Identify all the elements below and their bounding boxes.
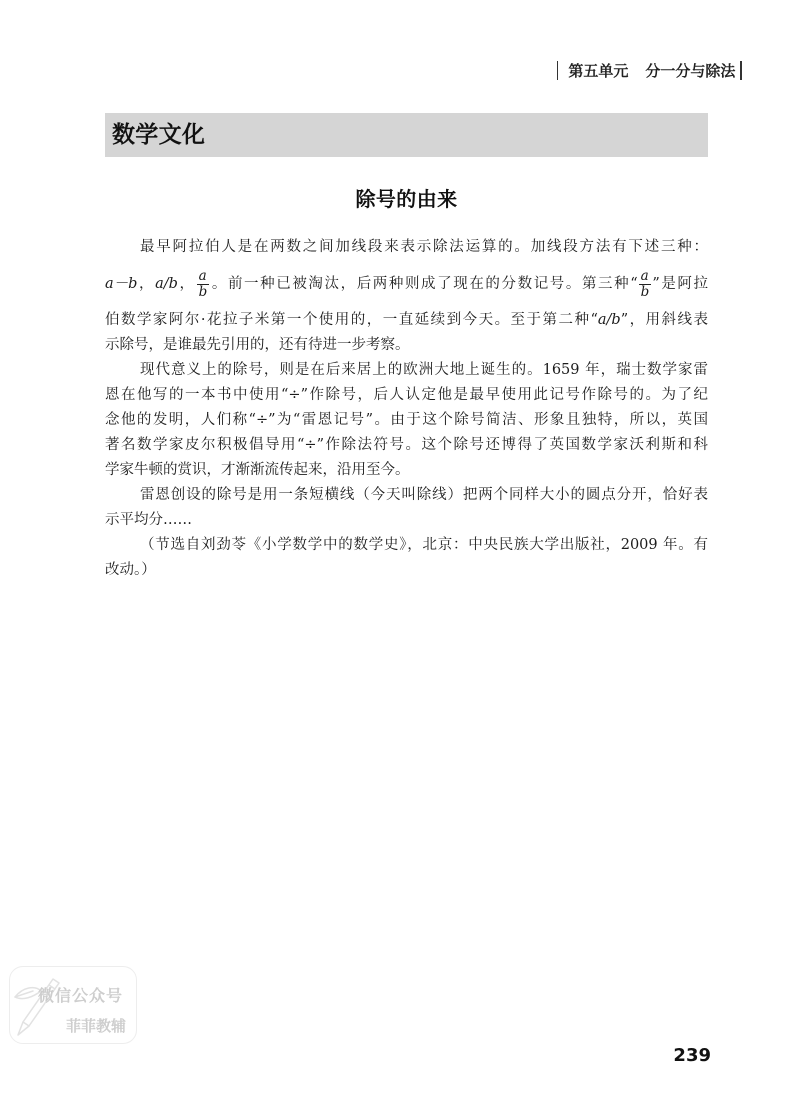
fraction-numerator: a — [197, 270, 210, 285]
section-banner — [105, 113, 708, 157]
article-title: 除号的由来 — [355, 187, 458, 211]
paragraph-line: 学家牛顿的赏识，才渐渐流传起来，沿用至今。 — [105, 462, 410, 478]
paragraph-3 — [105, 483, 708, 533]
watermark-line-2: 菲菲教辅 — [66, 1017, 127, 1035]
paragraph-line: 现代意义上的除号，则是在后来居上的欧洲大地上诞生的。1659 年，瑞士数学家雷 — [140, 362, 708, 378]
text-run: ， — [137, 276, 156, 292]
running-head — [557, 60, 742, 80]
division-notation-fraction — [197, 267, 210, 300]
running-head-unit: 第五单元 — [568, 61, 629, 80]
running-head-chapter: 分一分与除法 — [645, 61, 736, 80]
citation-line: 改动。） — [105, 562, 156, 578]
text-run: 伯数学家阿尔·花拉子米第一个使用的，一直延续到今天。至于第二种“ — [105, 312, 598, 328]
fraction-denominator: b — [640, 283, 650, 300]
running-head-left-rule — [557, 61, 559, 80]
watermark — [9, 966, 137, 1044]
citation-line: （节选自刘劲苓《小学数学中的数学史》，北京：中央民族大学出版社，2009 年。有 — [140, 537, 708, 553]
section-banner-label: 数学文化 — [112, 122, 206, 148]
paragraph-line: 念他的发明，人们称“÷”为“雷恩记号”。由于这个除号简洁、形象且独特，所以，英国 — [105, 412, 708, 428]
paragraph-line: 最早阿拉伯人是在两数之间加线段来表示除法运算的。加线段方法有下述三种： — [140, 239, 708, 255]
watermark-line-1: 微信公众号 — [38, 986, 124, 1005]
quill-icon — [10, 967, 72, 1043]
division-notation-slash: a/b — [155, 276, 178, 292]
text-run: ”是阿拉 — [652, 276, 708, 292]
division-notation-slash: a/b — [597, 312, 621, 328]
page-number: 239 — [673, 1045, 711, 1066]
running-head-right-rule — [740, 61, 742, 80]
text-run: 。前一种已被淘汰，后两种则成了现在的分数记号。第三种“ — [210, 276, 638, 292]
paragraph-1 — [105, 235, 708, 358]
fraction-denominator: b — [198, 283, 208, 300]
paragraph-line: 恩在他写的一本书中使用“÷”作除号，后人认定他是最早使用此记号作除号的。为了纪 — [105, 387, 708, 403]
paragraph-line — [105, 308, 708, 333]
paragraph-line: 示平均分…… — [105, 512, 192, 528]
paragraph-line — [105, 260, 708, 308]
paragraph-2 — [105, 358, 708, 483]
citation — [105, 533, 708, 583]
paragraph-line: 著名数学家皮尔积极倡导用“÷”作除法符号。这个除号还博得了英国数学家沃利斯和科 — [105, 437, 708, 453]
fraction-numerator: a — [639, 270, 652, 285]
paragraph-line: 示除号，是谁最先引用的，还有待进一步考察。 — [105, 337, 410, 353]
article-body — [105, 235, 708, 583]
division-notation-dash: a－b — [105, 276, 138, 292]
text-run: ， — [177, 276, 196, 292]
quoted-fraction — [639, 267, 652, 300]
text-run: ”，用斜线表 — [620, 312, 708, 328]
paragraph-line: 雷恩创设的除号是用一条短横线（今天叫除线）把两个同样大小的圆点分开，恰好表 — [140, 487, 708, 503]
